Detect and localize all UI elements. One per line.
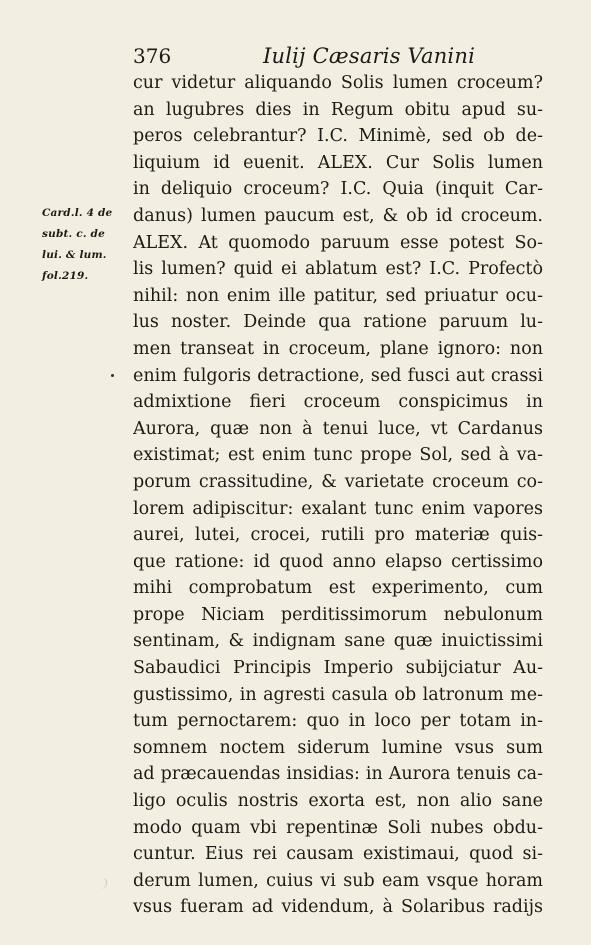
text-line: admixtione fieri croceum conspicimus in <box>133 392 543 413</box>
text-line: lis lumen? quid ei ablatum est? I.C. Profectò <box>133 259 543 280</box>
running-title: Iulij Cæsaris Vanini <box>263 44 475 68</box>
text-line: vsus fueram ad videndum, à Solaribus radijs <box>133 897 543 918</box>
text-line: peros celebrantur? I.C. Minimè, sed ob de- <box>133 126 543 147</box>
text-line: lus noster. Deinde qua ratione paruum lu- <box>133 312 543 333</box>
text-line: aurei, lutei, crocei, rutili pro materiæ quis- <box>133 525 543 546</box>
body-text <box>133 70 543 921</box>
text-line: ad præcauendas insidias: in Aurora tenuis ca- <box>133 764 543 785</box>
text-line: enim fulgoris detractione, sed fusci aut crassi <box>133 365 543 386</box>
text-line: porum crassitudine, & varietate croceum co- <box>133 471 543 492</box>
text-line: an lugubres dies in Regum obitu apud su- <box>133 99 543 120</box>
text-line: Sabaudici Principis Imperio subijciatur Au- <box>133 658 543 679</box>
text-line: que ratione: id quod anno elapso certissimo <box>133 551 543 572</box>
margin-note-line: Card.l. 4 de <box>42 207 113 219</box>
text-line: gustissimo, in agresti casula ob latronum me- <box>133 684 543 705</box>
text-line: existimat; est enim tunc prope Sol, sed à va- <box>133 445 543 466</box>
text-line: lorem adipiscitur: exalant tunc enim vapores <box>133 498 543 519</box>
page-number: 376 <box>133 44 172 68</box>
text-line: modo quam vbi repentinæ Soli nubes obdu- <box>133 817 543 838</box>
margin-note-line: lui. & lum. <box>42 249 107 261</box>
text-line: danus) lumen paucum est, & ob id croceum. <box>133 205 543 226</box>
text-line: ALEX. At quomodo paruum esse potest So- <box>133 232 543 253</box>
text-line: Aurora, quæ non à tenui luce, vt Cardanus <box>133 418 543 439</box>
text-line: liquium id euenit. ALEX. Cur Solis lumen <box>133 152 543 173</box>
text-line: tum pernoctarem: quo in loco per totam in- <box>133 711 543 732</box>
margin-note <box>42 203 132 287</box>
text-line: derum lumen, cuius vi sub eam vsque horam <box>133 870 543 891</box>
margin-note-line: fol.219. <box>42 270 89 282</box>
text-line: prope Niciam perditissimorum nebulonum <box>133 604 543 625</box>
margin-dot <box>111 374 114 377</box>
text-line: nihil: non enim ille patitur, sed priuatur ocu- <box>133 285 543 306</box>
text-line: sentinam, & indignam sane quæ inuictissimi <box>133 631 543 652</box>
page-header <box>133 42 543 70</box>
margin-note-line: subt. c. de <box>42 228 105 240</box>
corner-mark <box>98 877 107 889</box>
text-line: in deliquio croceum? I.C. Quia (inquit Car- <box>133 179 543 200</box>
text-line: cuntur. Eius rei causam existimaui, quod si- <box>133 844 543 865</box>
text-line: cur videtur aliquando Solis lumen croceum? <box>133 73 543 93</box>
text-line: somnem noctem siderum lumine vsus sum <box>133 737 543 758</box>
text-line: mihi comprobatum est experimento, cum <box>133 578 543 599</box>
text-line: ligo oculis nostris exorta est, non alio sane <box>133 791 543 812</box>
text-line: men transeat in croceum, plane ignoro: non <box>133 338 543 359</box>
